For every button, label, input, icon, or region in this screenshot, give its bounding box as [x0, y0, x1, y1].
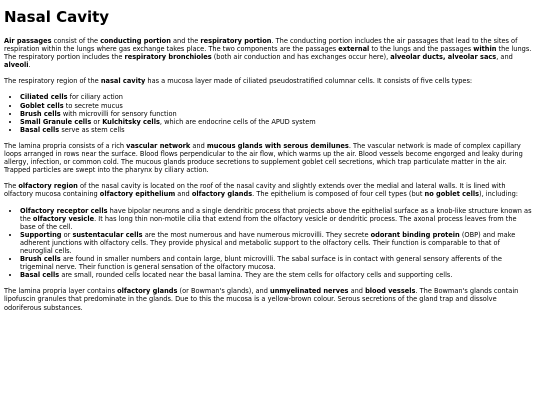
text-run: or [91, 117, 103, 126]
text-run: . It has long thin non-motile cilia that extend from the olfactory vesicle or dendritic process. The axonal process leaves from the base of the cell. [20, 214, 517, 231]
list-item [20, 255, 532, 271]
text-run: (or Bowman's glands), and [177, 287, 271, 296]
bold-text: Small Granule cells [20, 117, 92, 126]
text-run: The respiratory region of the [4, 77, 101, 86]
bold-text: Air passages [4, 37, 52, 45]
bold-text: Goblet cells [20, 101, 64, 110]
bold-text: alveolar ducts, alveolar sacs [390, 53, 497, 62]
text-run: , and [496, 53, 513, 62]
text-run: serve as stem cells [59, 125, 125, 134]
bold-text: blood vessels [365, 287, 416, 296]
text-run: , which are endocrine cells of the APUD system [159, 117, 316, 126]
bold-text: Olfactory receptor cells [20, 206, 108, 215]
list-item [20, 231, 532, 255]
text-run: . The vascular network is made of complex capillary loops arranged in rows near the surface. Blood flows perpendicular to the air flow, which warms up the air. Blood vessels become engorged and leaky during allergy, infection, or common cold. The mucous glands produce secretions to supplement goblet cell secretions, which trap particulate matter in the air. Trapped particles are swept into the pharynx by ciliary action. [4, 141, 523, 175]
bold-text: alveoli [4, 61, 29, 70]
text-run: . [28, 61, 31, 70]
respiratory-cell-types-list [4, 93, 532, 133]
text-run: (both air conduction and has exchanges occur here), [211, 53, 391, 62]
text-run: with microvilli for sensory function [60, 109, 177, 118]
text-run: and [190, 141, 207, 150]
text-run: has a mucosa layer made of ciliated pseudostratified columnar cells. It consists of five cells types: [145, 77, 473, 86]
bold-text: external [338, 45, 370, 54]
bold-text: Supporting [20, 230, 62, 239]
bold-text: nasal cavity [100, 77, 146, 86]
paragraph-respiratory-region [4, 77, 532, 85]
bold-text: olfactory epithelium [99, 190, 176, 199]
text-run: and [175, 190, 192, 199]
paragraph-olfactory-region [4, 182, 532, 198]
paragraph-olfactory-lamina-propria [4, 287, 532, 311]
bold-text: mucous glands with serous demilunes [206, 141, 349, 150]
text-run: the lungs. The respiratory portion includes the [4, 45, 532, 62]
bold-text: olfactory region [18, 182, 78, 191]
paragraph-air-passages [4, 37, 532, 69]
page-title: Nasal Cavity [4, 8, 110, 26]
bold-text: sustentacular cells [72, 230, 143, 239]
text-run: The lamina propria layer contains [4, 287, 118, 296]
bold-text: conducting portion [100, 37, 171, 45]
text-run: ), including: [479, 190, 519, 199]
text-run: for ciliary action [67, 93, 123, 102]
text-run: The lamina propria consists of a rich [4, 141, 127, 150]
text-run: are small, rounded cells located near the basal lamina. They are the stem cells for olfactory cells and supporting cells. [59, 271, 453, 280]
list-item [20, 207, 532, 231]
bold-text: vascular network [126, 141, 191, 150]
text-run: and [348, 287, 366, 296]
text-run: consist of the [51, 37, 101, 45]
text-run: to the lungs and the passages [369, 45, 474, 54]
bold-text: no goblet cells [424, 190, 480, 199]
text-run: to secrete mucus [63, 101, 123, 110]
bold-text: Basal cells [20, 271, 60, 280]
list-item [20, 110, 532, 118]
bold-text: unmyelinated nerves [270, 287, 349, 296]
bold-text: Ciliated cells [20, 93, 68, 102]
text-run: The [4, 182, 19, 191]
bold-text: olfactory vesicle [32, 214, 95, 223]
text-run: . The conducting portion includes the air passages that lead to the sites of respiration within the lungs where gas exchange takes place. The two components are the passages [4, 37, 518, 54]
text-run: . The epithelium is composed of four cell types (but [252, 190, 425, 199]
bold-text: respiratory portion [200, 37, 272, 45]
list-item [20, 93, 532, 101]
text-run: have bipolar neurons and a single dendritic process that projects above the epithelial surface as a knob-like structure known as the [20, 206, 532, 223]
bold-text: within [473, 45, 497, 54]
bold-text: Kulchitsky cells [102, 117, 160, 126]
text-run: of the nasal cavity is located on the roof of the nasal cavity and slightly extends over the medial and lateral walls. It is lined with olfactory mucosa containing [4, 182, 506, 199]
text-run: . The Bowman's glands contain lipofuscin granules that predominate in the glands. Due to this the mucosa is a yellow-brown colour. Serous secretions of the gland trap and dissolve odoriferous substances. [4, 287, 519, 312]
bold-text: olfactory glands [191, 190, 253, 199]
list-item [20, 126, 532, 134]
bold-text: Basal cells [20, 125, 60, 134]
text-run: are the most numerous and have numerous microvilli. They secrete [142, 230, 371, 239]
text-run: (OBP) and make adherent junctions with olfactory cells. They provide physical and metabolic support to the olfactory cells. Their function is comparable to that of neuroglial cells. [20, 230, 516, 255]
text-run: are found in smaller numbers and contain large, blunt microvilli. The sabal surface is in contact with general sensory afferents of the trigeminal nerve. Their function is general sensation of the olfactory mucosa. [20, 255, 502, 272]
list-item [20, 102, 532, 110]
bold-text: odorant binding protein [370, 230, 460, 239]
list-item [20, 118, 532, 126]
bold-text: Brush cells [20, 255, 61, 264]
bold-text: olfactory glands [117, 287, 178, 296]
text-run: or [61, 230, 73, 239]
paragraph-lamina-propria [4, 142, 532, 174]
bold-text: respiratory bronchioles [124, 53, 212, 62]
olfactory-cell-types-list [4, 207, 532, 280]
text-run: and the [170, 37, 201, 45]
list-item [20, 271, 532, 279]
bold-text: Brush cells [20, 109, 61, 118]
